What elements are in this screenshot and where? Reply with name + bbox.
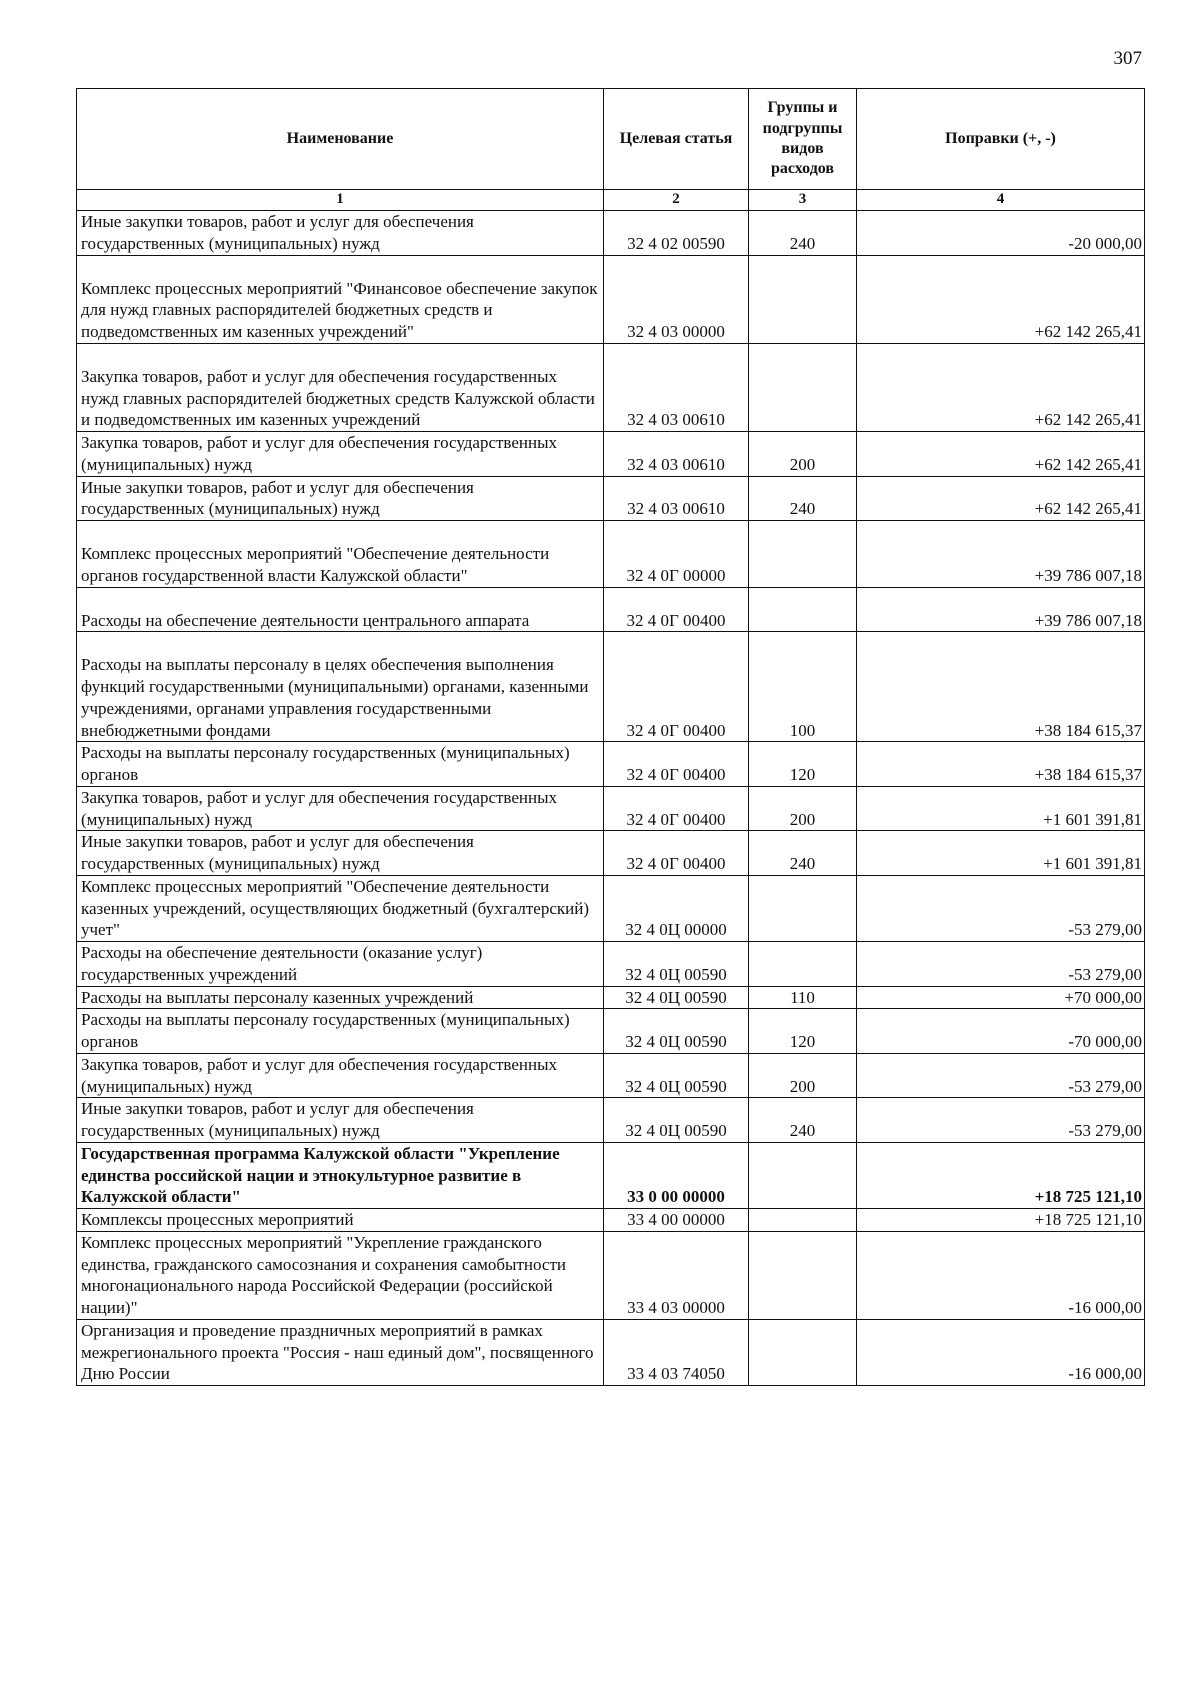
- table-row: [77, 1209, 1145, 1232]
- column-number: 3: [749, 190, 857, 211]
- row-name: Закупка товаров, работ и услуг для обеспечения государственных (муниципальных) нужд: [77, 432, 604, 477]
- table-row: [77, 1231, 1145, 1319]
- table-row: [77, 521, 1145, 588]
- row-group: 240: [749, 831, 857, 876]
- row-name: Закупка товаров, работ и услуг для обеспечения государственных нужд главных распорядителей бюджетных средств Калужской области и подведомственных им казенных учреждений: [77, 343, 604, 431]
- row-name: Государственная программа Калужской области "Укрепление единства российской нации и этнокультурное развитие в Калужской области": [77, 1142, 604, 1208]
- column-number: 1: [77, 190, 604, 211]
- header-target-article: Целевая статья: [604, 89, 749, 190]
- header-amendments: Поправки (+, -): [857, 89, 1145, 190]
- row-group: 100: [749, 632, 857, 742]
- row-name: Комплекс процессных мероприятий "Укрепление гражданского единства, гражданского самосознания и сохранения самобытности многонационального народа Российской Федерации (российской нации)": [77, 1231, 604, 1319]
- row-group: [749, 1319, 857, 1385]
- row-amount: +39 786 007,18: [857, 521, 1145, 588]
- table-row: [77, 942, 1145, 987]
- table-row: [77, 1319, 1145, 1385]
- row-name: Комплексы процессных мероприятий: [77, 1209, 604, 1232]
- row-amount: -20 000,00: [857, 211, 1145, 256]
- budget-table: [76, 88, 1145, 1386]
- row-group: 240: [749, 1098, 857, 1143]
- table-row: [77, 986, 1145, 1009]
- row-group: 120: [749, 742, 857, 787]
- table-row: [77, 587, 1145, 632]
- row-amount: +62 142 265,41: [857, 255, 1145, 343]
- row-group: 110: [749, 986, 857, 1009]
- row-amount: +62 142 265,41: [857, 476, 1145, 521]
- table-row: [77, 1142, 1145, 1208]
- row-amount: -53 279,00: [857, 942, 1145, 987]
- row-code: 32 4 0Г 00400: [604, 587, 749, 632]
- row-code: 32 4 0Ц 00000: [604, 875, 749, 941]
- row-code: 32 4 0Г 00400: [604, 831, 749, 876]
- row-group: [749, 255, 857, 343]
- column-number: 4: [857, 190, 1145, 211]
- row-group: 200: [749, 432, 857, 477]
- row-amount: +70 000,00: [857, 986, 1145, 1009]
- row-name: Расходы на выплаты персоналу казенных учреждений: [77, 986, 604, 1009]
- row-amount: +62 142 265,41: [857, 343, 1145, 431]
- row-code: 32 4 0Г 00400: [604, 632, 749, 742]
- row-amount: -53 279,00: [857, 1053, 1145, 1098]
- table-row: [77, 211, 1145, 256]
- row-amount: +18 725 121,10: [857, 1209, 1145, 1232]
- row-name: Иные закупки товаров, работ и услуг для обеспечения государственных (муниципальных) нужд: [77, 476, 604, 521]
- table-header-row: [77, 89, 1145, 190]
- row-code: 32 4 0Г 00400: [604, 742, 749, 787]
- row-group: [749, 587, 857, 632]
- table-row: [77, 1098, 1145, 1143]
- table-row: [77, 786, 1145, 831]
- table-row: [77, 432, 1145, 477]
- row-name: Расходы на обеспечение деятельности центрального аппарата: [77, 587, 604, 632]
- table-row: [77, 632, 1145, 742]
- row-code: 32 4 03 00610: [604, 432, 749, 477]
- row-amount: +1 601 391,81: [857, 831, 1145, 876]
- table-row: [77, 742, 1145, 787]
- table-row: [77, 255, 1145, 343]
- row-group: [749, 875, 857, 941]
- row-code: 32 4 02 00590: [604, 211, 749, 256]
- header-expense-groups: Группы и подгруппы видов расходов: [749, 89, 857, 190]
- row-amount: -53 279,00: [857, 875, 1145, 941]
- row-name: Расходы на обеспечение деятельности (оказание услуг) государственных учреждений: [77, 942, 604, 987]
- row-group: [749, 1142, 857, 1208]
- row-name: Организация и проведение праздничных мероприятий в рамках межрегионального проекта "Россия - наш единый дом", посвященного Дню России: [77, 1319, 604, 1385]
- table-row: [77, 476, 1145, 521]
- row-code: 32 4 03 00610: [604, 476, 749, 521]
- row-amount: +38 184 615,37: [857, 632, 1145, 742]
- row-name: Расходы на выплаты персоналу государственных (муниципальных) органов: [77, 1009, 604, 1054]
- row-group: 240: [749, 476, 857, 521]
- row-group: [749, 521, 857, 588]
- row-code: 33 0 00 00000: [604, 1142, 749, 1208]
- row-amount: -70 000,00: [857, 1009, 1145, 1054]
- row-code: 32 4 0Ц 00590: [604, 1053, 749, 1098]
- row-code: 32 4 0Г 00400: [604, 786, 749, 831]
- row-name: Закупка товаров, работ и услуг для обеспечения государственных (муниципальных) нужд: [77, 1053, 604, 1098]
- table-row: [77, 875, 1145, 941]
- row-amount: +1 601 391,81: [857, 786, 1145, 831]
- row-name: Расходы на выплаты персоналу государственных (муниципальных) органов: [77, 742, 604, 787]
- row-group: [749, 343, 857, 431]
- row-amount: +39 786 007,18: [857, 587, 1145, 632]
- row-code: 32 4 0Ц 00590: [604, 986, 749, 1009]
- row-name: Комплекс процессных мероприятий "Обеспечение деятельности органов государственной власти Калужской области": [77, 521, 604, 588]
- row-code: 32 4 0Ц 00590: [604, 1098, 749, 1143]
- row-code: 32 4 03 00610: [604, 343, 749, 431]
- row-code: 32 4 0Ц 00590: [604, 942, 749, 987]
- row-amount: -16 000,00: [857, 1231, 1145, 1319]
- table-row: [77, 343, 1145, 431]
- row-group: 240: [749, 211, 857, 256]
- row-name: Комплекс процессных мероприятий "Финансовое обеспечение закупок для нужд главных распорядителей бюджетных средств и подведомственных им казенных учреждений": [77, 255, 604, 343]
- row-name: Иные закупки товаров, работ и услуг для обеспечения государственных (муниципальных) нужд: [77, 831, 604, 876]
- row-amount: +18 725 121,10: [857, 1142, 1145, 1208]
- row-code: 32 4 0Г 00000: [604, 521, 749, 588]
- row-group: [749, 942, 857, 987]
- row-group: 200: [749, 1053, 857, 1098]
- row-group: [749, 1231, 857, 1319]
- column-number: 2: [604, 190, 749, 211]
- page-number: 307: [1113, 48, 1142, 69]
- row-name: Расходы на выплаты персоналу в целях обеспечения выполнения функций государственными (муниципальными) органами, казенными учреждениями, органами управления государственными внебюджетными фондами: [77, 632, 604, 742]
- row-code: 33 4 03 74050: [604, 1319, 749, 1385]
- table-row: [77, 1009, 1145, 1054]
- row-code: 33 4 00 00000: [604, 1209, 749, 1232]
- row-name: Комплекс процессных мероприятий "Обеспечение деятельности казенных учреждений, осуществляющих бюджетный (бухгалтерский) учет": [77, 875, 604, 941]
- row-code: 32 4 0Ц 00590: [604, 1009, 749, 1054]
- column-number-row: [77, 190, 1145, 211]
- row-amount: -16 000,00: [857, 1319, 1145, 1385]
- row-code: 32 4 03 00000: [604, 255, 749, 343]
- row-group: [749, 1209, 857, 1232]
- row-group: 120: [749, 1009, 857, 1054]
- row-name: Иные закупки товаров, работ и услуг для обеспечения государственных (муниципальных) нужд: [77, 211, 604, 256]
- table-row: [77, 1053, 1145, 1098]
- row-group: 200: [749, 786, 857, 831]
- row-amount: +62 142 265,41: [857, 432, 1145, 477]
- row-amount: -53 279,00: [857, 1098, 1145, 1143]
- row-name: Закупка товаров, работ и услуг для обеспечения государственных (муниципальных) нужд: [77, 786, 604, 831]
- table-row: [77, 831, 1145, 876]
- header-name: Наименование: [77, 89, 604, 190]
- row-amount: +38 184 615,37: [857, 742, 1145, 787]
- row-name: Иные закупки товаров, работ и услуг для обеспечения государственных (муниципальных) нужд: [77, 1098, 604, 1143]
- row-code: 33 4 03 00000: [604, 1231, 749, 1319]
